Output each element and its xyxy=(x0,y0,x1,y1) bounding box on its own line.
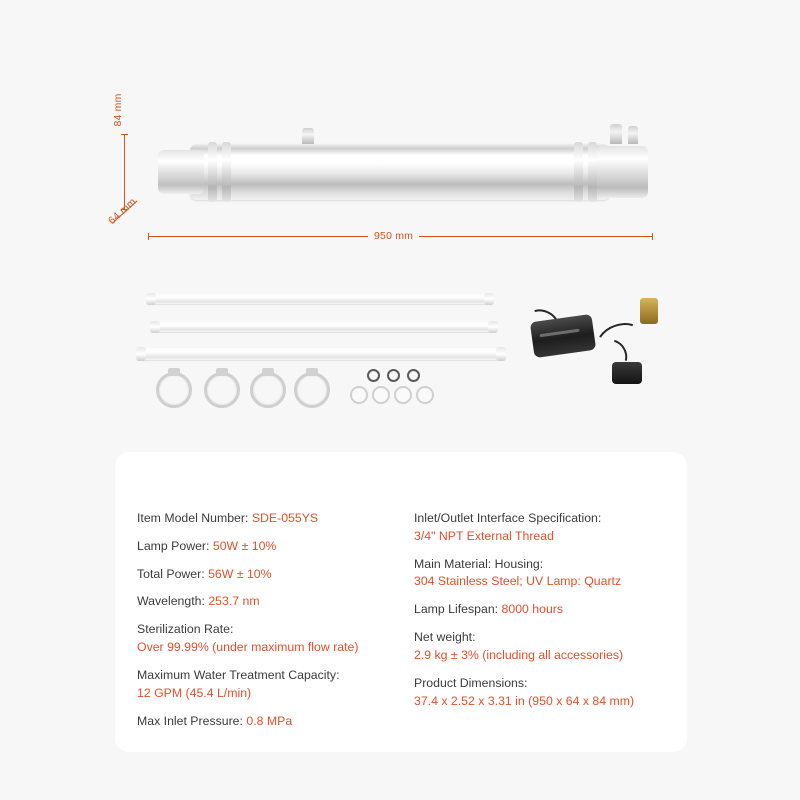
specification-column-left xyxy=(137,510,392,740)
spec-value: 37.4 x 2.52 x 3.31 in (950 x 64 x 84 mm) xyxy=(414,693,635,708)
uv-lamp-1 xyxy=(148,294,492,304)
length-dimension-label: 950 mm xyxy=(368,230,419,242)
chamber-endcap-right xyxy=(596,146,648,198)
spec-label: Lamp Power: xyxy=(137,538,210,553)
lamp-tip-right-2 xyxy=(488,321,498,333)
washer-1 xyxy=(350,386,368,404)
spec-value: 50W ± 10% xyxy=(212,538,277,553)
sensor-port xyxy=(628,126,638,144)
spec-label: Main Material: Housing: xyxy=(414,556,544,571)
lamp-tip-right xyxy=(484,293,494,305)
washer-2 xyxy=(372,386,390,404)
chamber-band-left-2 xyxy=(222,142,231,202)
washer-4 xyxy=(416,386,434,404)
spec-label: Wavelength: xyxy=(137,594,205,609)
mounting-clamp-4 xyxy=(294,372,330,408)
washer-3 xyxy=(394,386,412,404)
mounting-clamp-1 xyxy=(156,372,192,408)
power-ballast xyxy=(530,314,596,358)
chamber-endcap-left xyxy=(158,150,204,194)
specification-card xyxy=(115,452,687,752)
chamber-band-left xyxy=(208,142,217,202)
height-dimension-line xyxy=(124,134,125,210)
o-ring-2 xyxy=(387,369,400,382)
uv-sensor xyxy=(640,298,658,324)
spec-row xyxy=(137,667,392,703)
mounting-clamp-2 xyxy=(204,372,240,408)
specification-column-right xyxy=(414,510,669,740)
quartz-sleeve xyxy=(138,348,504,360)
spec-row xyxy=(414,629,669,665)
depth-dimension-label: 64 mm xyxy=(106,195,139,227)
outlet-port xyxy=(610,124,622,144)
ballast-vent xyxy=(540,329,580,338)
chamber-band-right-2 xyxy=(588,142,597,202)
spec-row xyxy=(137,510,392,528)
spec-value: 253.7 nm xyxy=(208,594,260,609)
chamber-tube xyxy=(190,144,610,200)
spec-value: 304 Stainless Steel; UV Lamp: Quartz xyxy=(414,574,622,589)
lamp-tip-left xyxy=(146,293,156,305)
length-dimension-cap-left xyxy=(148,233,149,240)
spec-value: 8000 hours xyxy=(501,602,564,617)
spec-value: SDE-055YS xyxy=(251,511,319,525)
chamber-band-right xyxy=(574,142,583,202)
spec-label: Total Power: xyxy=(137,566,205,581)
length-dimension-cap-right xyxy=(652,233,653,240)
spec-row xyxy=(414,556,669,592)
spec-value: 2.9 kg ± 3% (including all accessories) xyxy=(414,647,624,662)
spec-value: 3/4" NPT External Thread xyxy=(414,528,554,543)
sleeve-tip-left xyxy=(136,347,146,361)
o-ring-1 xyxy=(367,369,380,382)
spec-row xyxy=(414,675,669,711)
spec-row xyxy=(137,713,392,731)
specification-columns xyxy=(137,510,669,740)
spec-row xyxy=(137,621,392,657)
spec-label: Product Dimensions: xyxy=(414,675,528,690)
o-ring-3 xyxy=(407,369,420,382)
spec-label: Item Model Number: xyxy=(137,511,249,525)
spec-row xyxy=(137,566,392,584)
spec-label: Max Inlet Pressure: xyxy=(137,713,243,728)
spec-value: 0.8 MPa xyxy=(246,713,293,728)
spec-value: Over 99.99% (under maximum flow rate) xyxy=(137,640,359,655)
spec-row xyxy=(137,593,392,611)
uv-chamber xyxy=(150,136,646,208)
height-dimension-label: 84 mm xyxy=(112,93,124,127)
spec-label: Maximum Water Treatment Capacity: xyxy=(137,667,340,682)
spec-label: Inlet/Outlet Interface Specification: xyxy=(414,511,602,525)
spec-label: Sterilization Rate: xyxy=(137,622,234,637)
spec-row xyxy=(137,538,392,556)
spec-value: 56W ± 10% xyxy=(208,566,272,581)
spec-row xyxy=(414,601,669,619)
inlet-port xyxy=(302,128,314,144)
uv-lamp-2 xyxy=(152,322,496,332)
spec-label: Net weight: xyxy=(414,630,476,645)
sleeve-tip-right xyxy=(496,347,506,361)
mounting-clamp-3 xyxy=(250,372,286,408)
spec-row xyxy=(414,510,669,546)
lamp-tip-left-2 xyxy=(150,321,160,333)
spec-label: Lamp Lifespan: xyxy=(414,602,499,617)
spec-value: 12 GPM (45.4 L/min) xyxy=(137,685,252,700)
